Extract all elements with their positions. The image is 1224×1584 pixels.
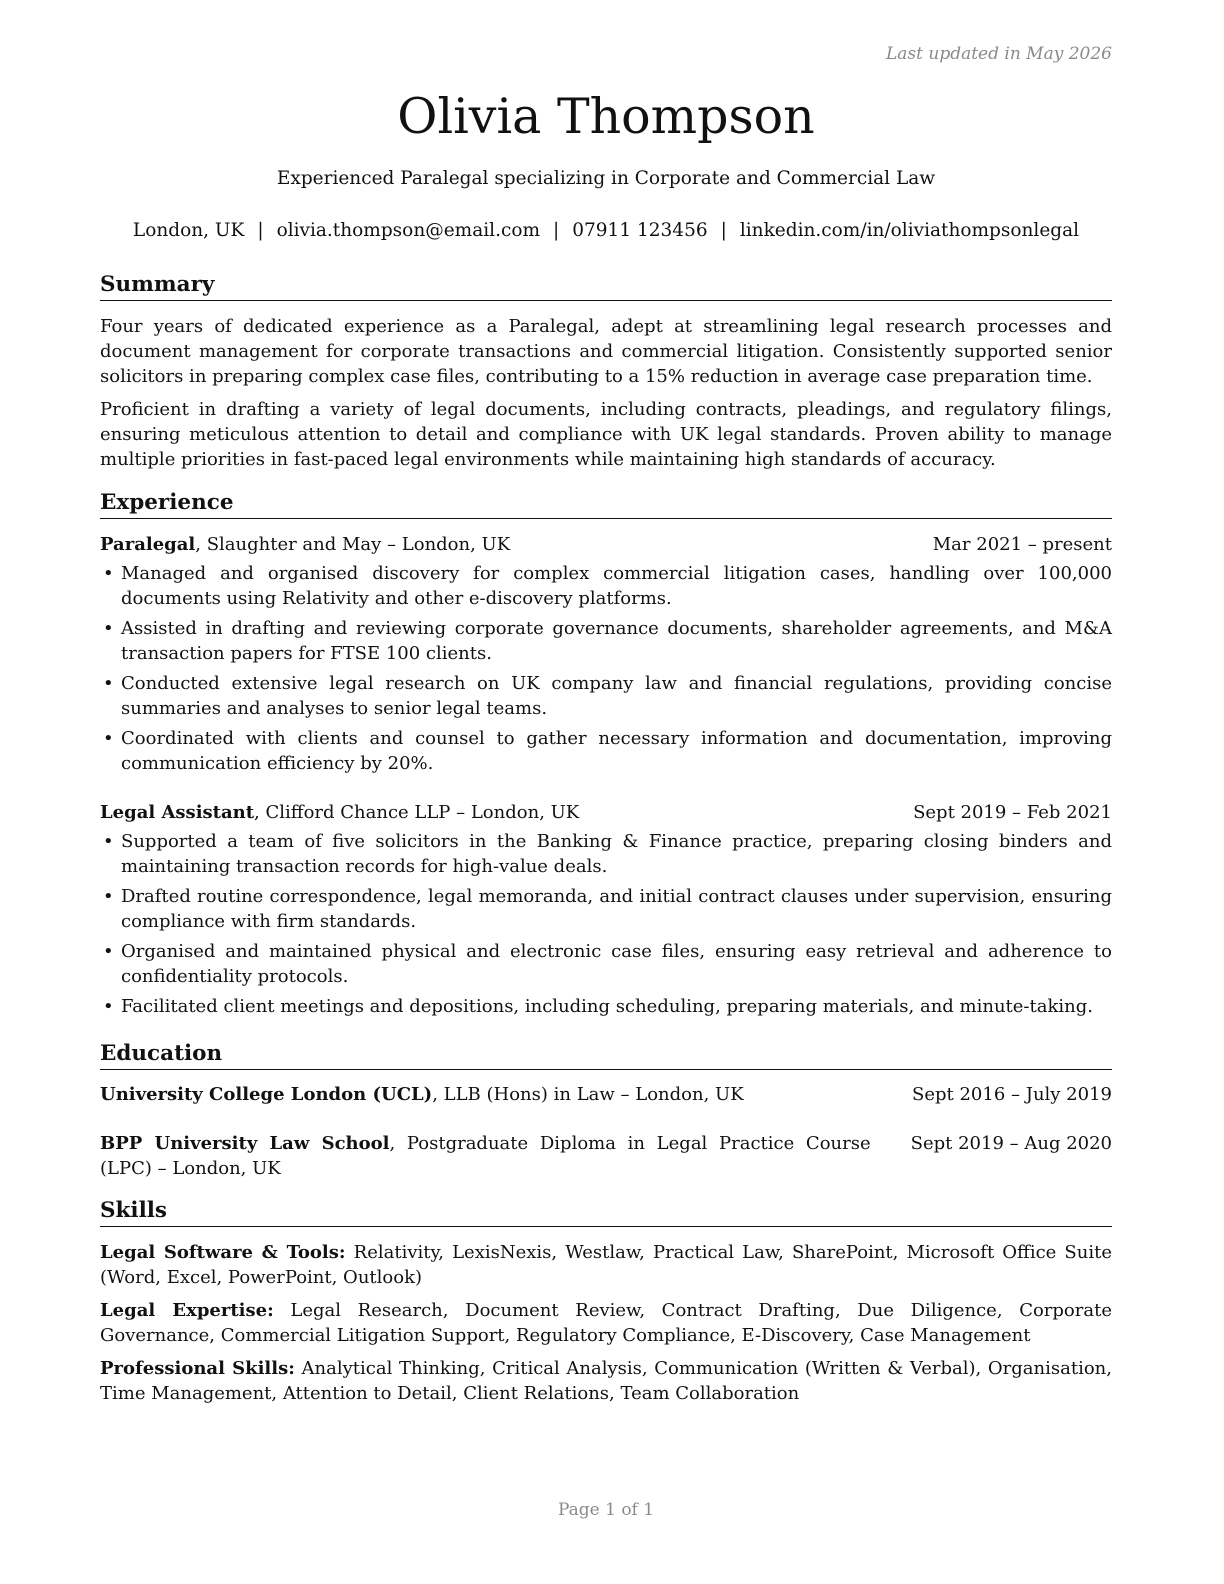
job-employer: , Slaughter and May – London, UK — [195, 534, 511, 555]
skill-label: Legal Expertise: — [100, 1300, 274, 1321]
school-name: BPP University Law School — [100, 1133, 390, 1154]
skill-items: Analytical Thinking, Critical Analysis, Communication (Written & Verbal), Organisation, Time Management, Attention to Detail, Client Relations, Team Collaboration — [100, 1358, 1112, 1404]
list-item: • Drafted routine correspondence, legal memoranda, and initial contract clauses under supervision, ensuring compliance with firm standards. — [103, 886, 1112, 932]
bullet-icon: • — [103, 618, 114, 639]
job-role: Legal Assistant — [100, 802, 255, 823]
bullet-icon: • — [103, 728, 114, 749]
job-dates: Mar 2021 – present — [932, 534, 1112, 555]
education-dates: Sept 2019 – Aug 2020 — [910, 1133, 1112, 1154]
tagline: Experienced Paralegal specializing in Corporate and Commercial Law — [276, 168, 936, 189]
job-bullets — [100, 829, 1112, 1019]
section-title-experience: Experience — [100, 489, 1112, 519]
skill-items: Relativity, LexisNexis, Westlaw, Practical Law, SharePoint, Microsoft Office Suite (Word, Excel, PowerPoint, Outlook) — [100, 1242, 1112, 1288]
bullet-icon: • — [103, 996, 114, 1017]
list-item: • Organised and maintained physical and electronic case files, ensuring easy retrieval and adherence to confidentiality protocols. — [103, 941, 1112, 987]
bullet-icon: • — [103, 886, 114, 907]
contact-separator: | — [720, 220, 727, 241]
list-item: • Coordinated with clients and counsel to gather necessary information and documentation, improving communication efficiency by 20%. — [103, 728, 1112, 774]
summary-section — [100, 314, 1112, 480]
contact-phone: 07911 123456 — [572, 220, 708, 241]
resume-page — [100, 0, 1112, 1584]
degree-detail: , Postgraduate Diploma in Legal Practice Course (LPC) – London, UK — [100, 1133, 871, 1179]
section-title-education: Education — [100, 1040, 1112, 1070]
job-header — [100, 800, 1112, 825]
bullet-icon: • — [103, 563, 114, 584]
education-entry — [100, 1082, 1112, 1107]
job-dates: Sept 2019 – Feb 2021 — [913, 802, 1112, 823]
degree-detail: , LLB (Hons) in Law – London, UK — [432, 1084, 744, 1105]
list-item: • Conducted extensive legal research on UK company law and financial regulations, providing concise summaries and analyses to senior legal teams. — [103, 673, 1112, 719]
list-item: • Managed and organised discovery for complex commercial litigation cases, handling over 100,000 documents using Relativity and other e-discovery platforms. — [103, 563, 1112, 609]
job-entry — [100, 800, 1112, 1024]
skills-section — [100, 1240, 1112, 1414]
education-dates: Sept 2016 – July 2019 — [912, 1084, 1112, 1105]
list-item: • Assisted in drafting and reviewing corporate governance documents, shareholder agreements, and M&A transaction papers for FTSE 100 clients. — [103, 618, 1112, 664]
contact-email[interactable]: olivia.thompson@email.com — [276, 220, 541, 241]
job-bullets — [100, 561, 1112, 776]
school-name: University College London (UCL) — [100, 1084, 433, 1105]
job-entry — [100, 532, 1112, 781]
candidate-name: Olivia Thompson — [397, 88, 815, 145]
job-role: Paralegal — [100, 534, 196, 555]
section-title-summary: Summary — [100, 271, 1112, 301]
job-header — [100, 532, 1112, 557]
contact-separator: | — [553, 220, 560, 241]
last-updated-note: Last updated in May 2026 — [885, 44, 1112, 64]
summary-paragraph: Proficient in drafting a variety of legal documents, including contracts, pleadings, and regulatory filings, ensuring meticulous attention to detail and compliance with UK legal standards. Proven ability to manage multiple priorities in fast-paced legal environments while maintaining high standards of accuracy. — [100, 399, 1112, 470]
contact-linkedin[interactable]: linkedin.com/in/oliviathompsonlegal — [739, 220, 1080, 241]
education-entry — [100, 1131, 1112, 1181]
contact-line — [100, 218, 1112, 244]
contact-location: London, UK — [132, 220, 245, 241]
skill-group — [100, 1298, 1112, 1348]
skill-items: Legal Research, Document Review, Contract Drafting, Due Diligence, Corporate Governance, Commercial Litigation Support, Regulatory Compliance, E-Discovery, Case Management — [100, 1300, 1112, 1346]
page-number: Page 1 of 1 — [557, 1500, 655, 1520]
skill-label: Professional Skills: — [100, 1358, 295, 1379]
skill-group — [100, 1356, 1112, 1406]
list-item: • Supported a team of five solicitors in the Banking & Finance practice, preparing closing binders and maintaining transaction records for high-value deals. — [103, 831, 1112, 877]
bullet-icon: • — [103, 673, 114, 694]
section-title-skills: Skills — [100, 1197, 1112, 1227]
bullet-icon: • — [103, 831, 114, 852]
contact-separator: | — [257, 220, 264, 241]
list-item: • Facilitated client meetings and depositions, including scheduling, preparing materials, and minute-taking. — [103, 996, 1093, 1017]
job-employer: , Clifford Chance LLP – London, UK — [254, 802, 580, 823]
summary-paragraph: Four years of dedicated experience as a Paralegal, adept at streamlining legal research processes and document management for corporate transactions and commercial litigation. Consistently supported senior solicitors in preparing complex case files, contributing to a 15% reduction in average case preparation time. — [100, 316, 1112, 387]
bullet-icon: • — [103, 941, 114, 962]
skill-label: Legal Software & Tools: — [100, 1242, 346, 1263]
skill-group — [100, 1240, 1112, 1290]
